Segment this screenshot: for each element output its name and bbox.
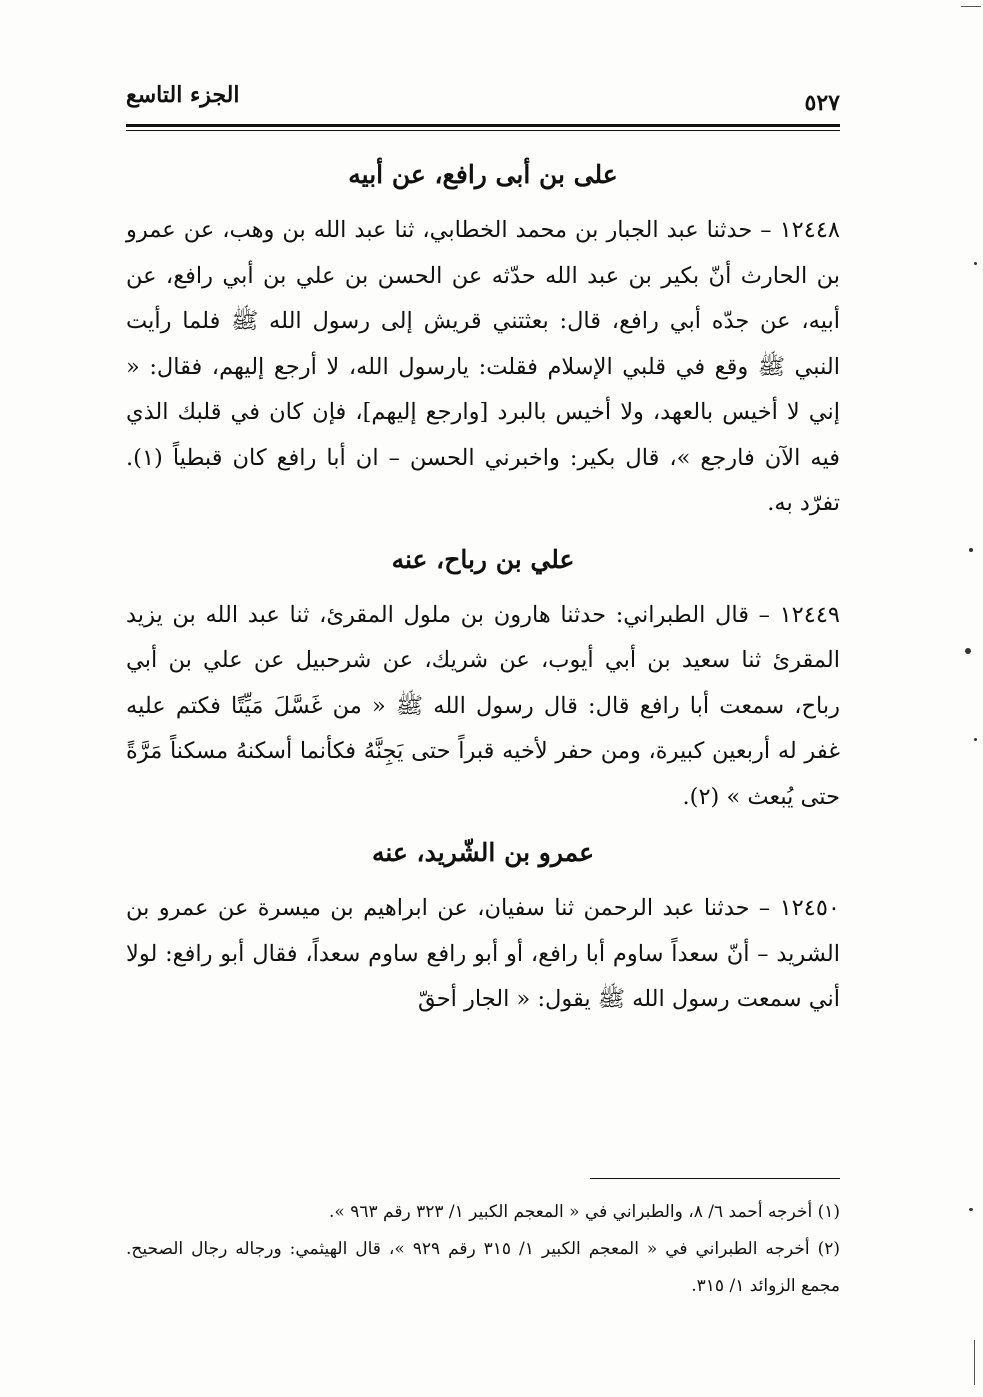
footnote-separator xyxy=(590,1178,840,1179)
margin-dot xyxy=(974,262,977,265)
page-number: ٥٢٧ xyxy=(804,90,840,116)
section-heading-3: عمرو بن الشّريد، عنه xyxy=(371,838,594,867)
footnotes xyxy=(126,1194,840,1305)
scan-edge-line xyxy=(974,1340,975,1385)
hadith-paragraph-12449: ١٢٤٤٩ – قال الطبراني: حدثنا هارون بن ملول المقرئ، ثنا عبد الله بن يزيد المقرئ ثنا سعيد بن أبي أيوب، عن شريك، عن شرحبيل عن علي بن أبي رباح، سمعت أبا رافع قال: قال رسول الله ﷺ « من غَسَّلَ مَيِّتًا فكتم عليه غفر له أربعين كبيرة، ومن حفر لأخيه قبراً حتى يَجِنَّهُ فكأنما أسكنهُ مسكناً مَرَّةً حتى يُبعث » (٢). xyxy=(126,601,840,810)
page-header xyxy=(126,82,840,122)
footnote-2: (٢) أخرجه الطبراني في « المعجم الكبير ١/ ٣١٥ رقم ٩٢٩ »، قال الهيثمي: ورجاله رجال الصحيح. مجمع الزوائد ١/ ٣١٥. xyxy=(126,1239,840,1296)
footnote-1: (١) أخرجه أحمد ٦/ ٨، والطبراني في « المعجم الكبير ١/ ٣٢٣ رقم ٩٦٣ ». xyxy=(329,1202,840,1222)
hadith-paragraph-12448: ١٢٤٤٨ – حدثنا عبد الجبار بن محمد الخطابي، ثنا عبد الله بن وهب، عن عمرو بن الحارث أنّ بكير بن عبد الله حدّثه عن الحسن بن علي بن أبي رافع، عن أبيه، عن جدّه أبي رافع، قال: بعثتني قريش إلى رسول الله ﷺ فلما رأيت النبي ﷺ وقع في قلبي الإسلام فقلت: يارسول الله، لا أرجع إليهم، فقال: « إني لا أخيس بالعهد، ولا أخيس بالبرد [وارجع إليهم]، فإن كان في قلبك الذي فيه الآن فارجع »، قال بكير: واخبرني الحسن – ان أبا رافع كان قبطياً (١). تفرّد به. xyxy=(126,217,840,516)
margin-dot xyxy=(965,648,971,654)
section-heading-2: علي بن رباح، عنه xyxy=(391,544,575,574)
running-title: الجزء التاسع xyxy=(126,82,240,108)
main-text xyxy=(126,148,840,1029)
header-rule-thick xyxy=(126,124,840,127)
scan-edge-mark xyxy=(961,6,981,7)
margin-dot xyxy=(969,1208,973,1211)
margin-dot xyxy=(974,738,977,741)
margin-dot xyxy=(969,548,973,552)
header-rule-thin xyxy=(126,130,840,131)
hadith-paragraph-12450: ١٢٤٥٠ – حدثنا عبد الرحمن ثنا سفيان، عن ابراهيم بن ميسرة عن عمرو بن الشريد – أنّ سعداً ساوم أبا رافع، أو أبو رافع ساوم سعداً، فقال أبو رافع: لولا أني سمعت رسول الله ﷺ يقول: « الجار أحقّ xyxy=(126,895,840,1012)
section-heading-1: على بن أبى رافع، عن أبيه xyxy=(348,160,618,189)
